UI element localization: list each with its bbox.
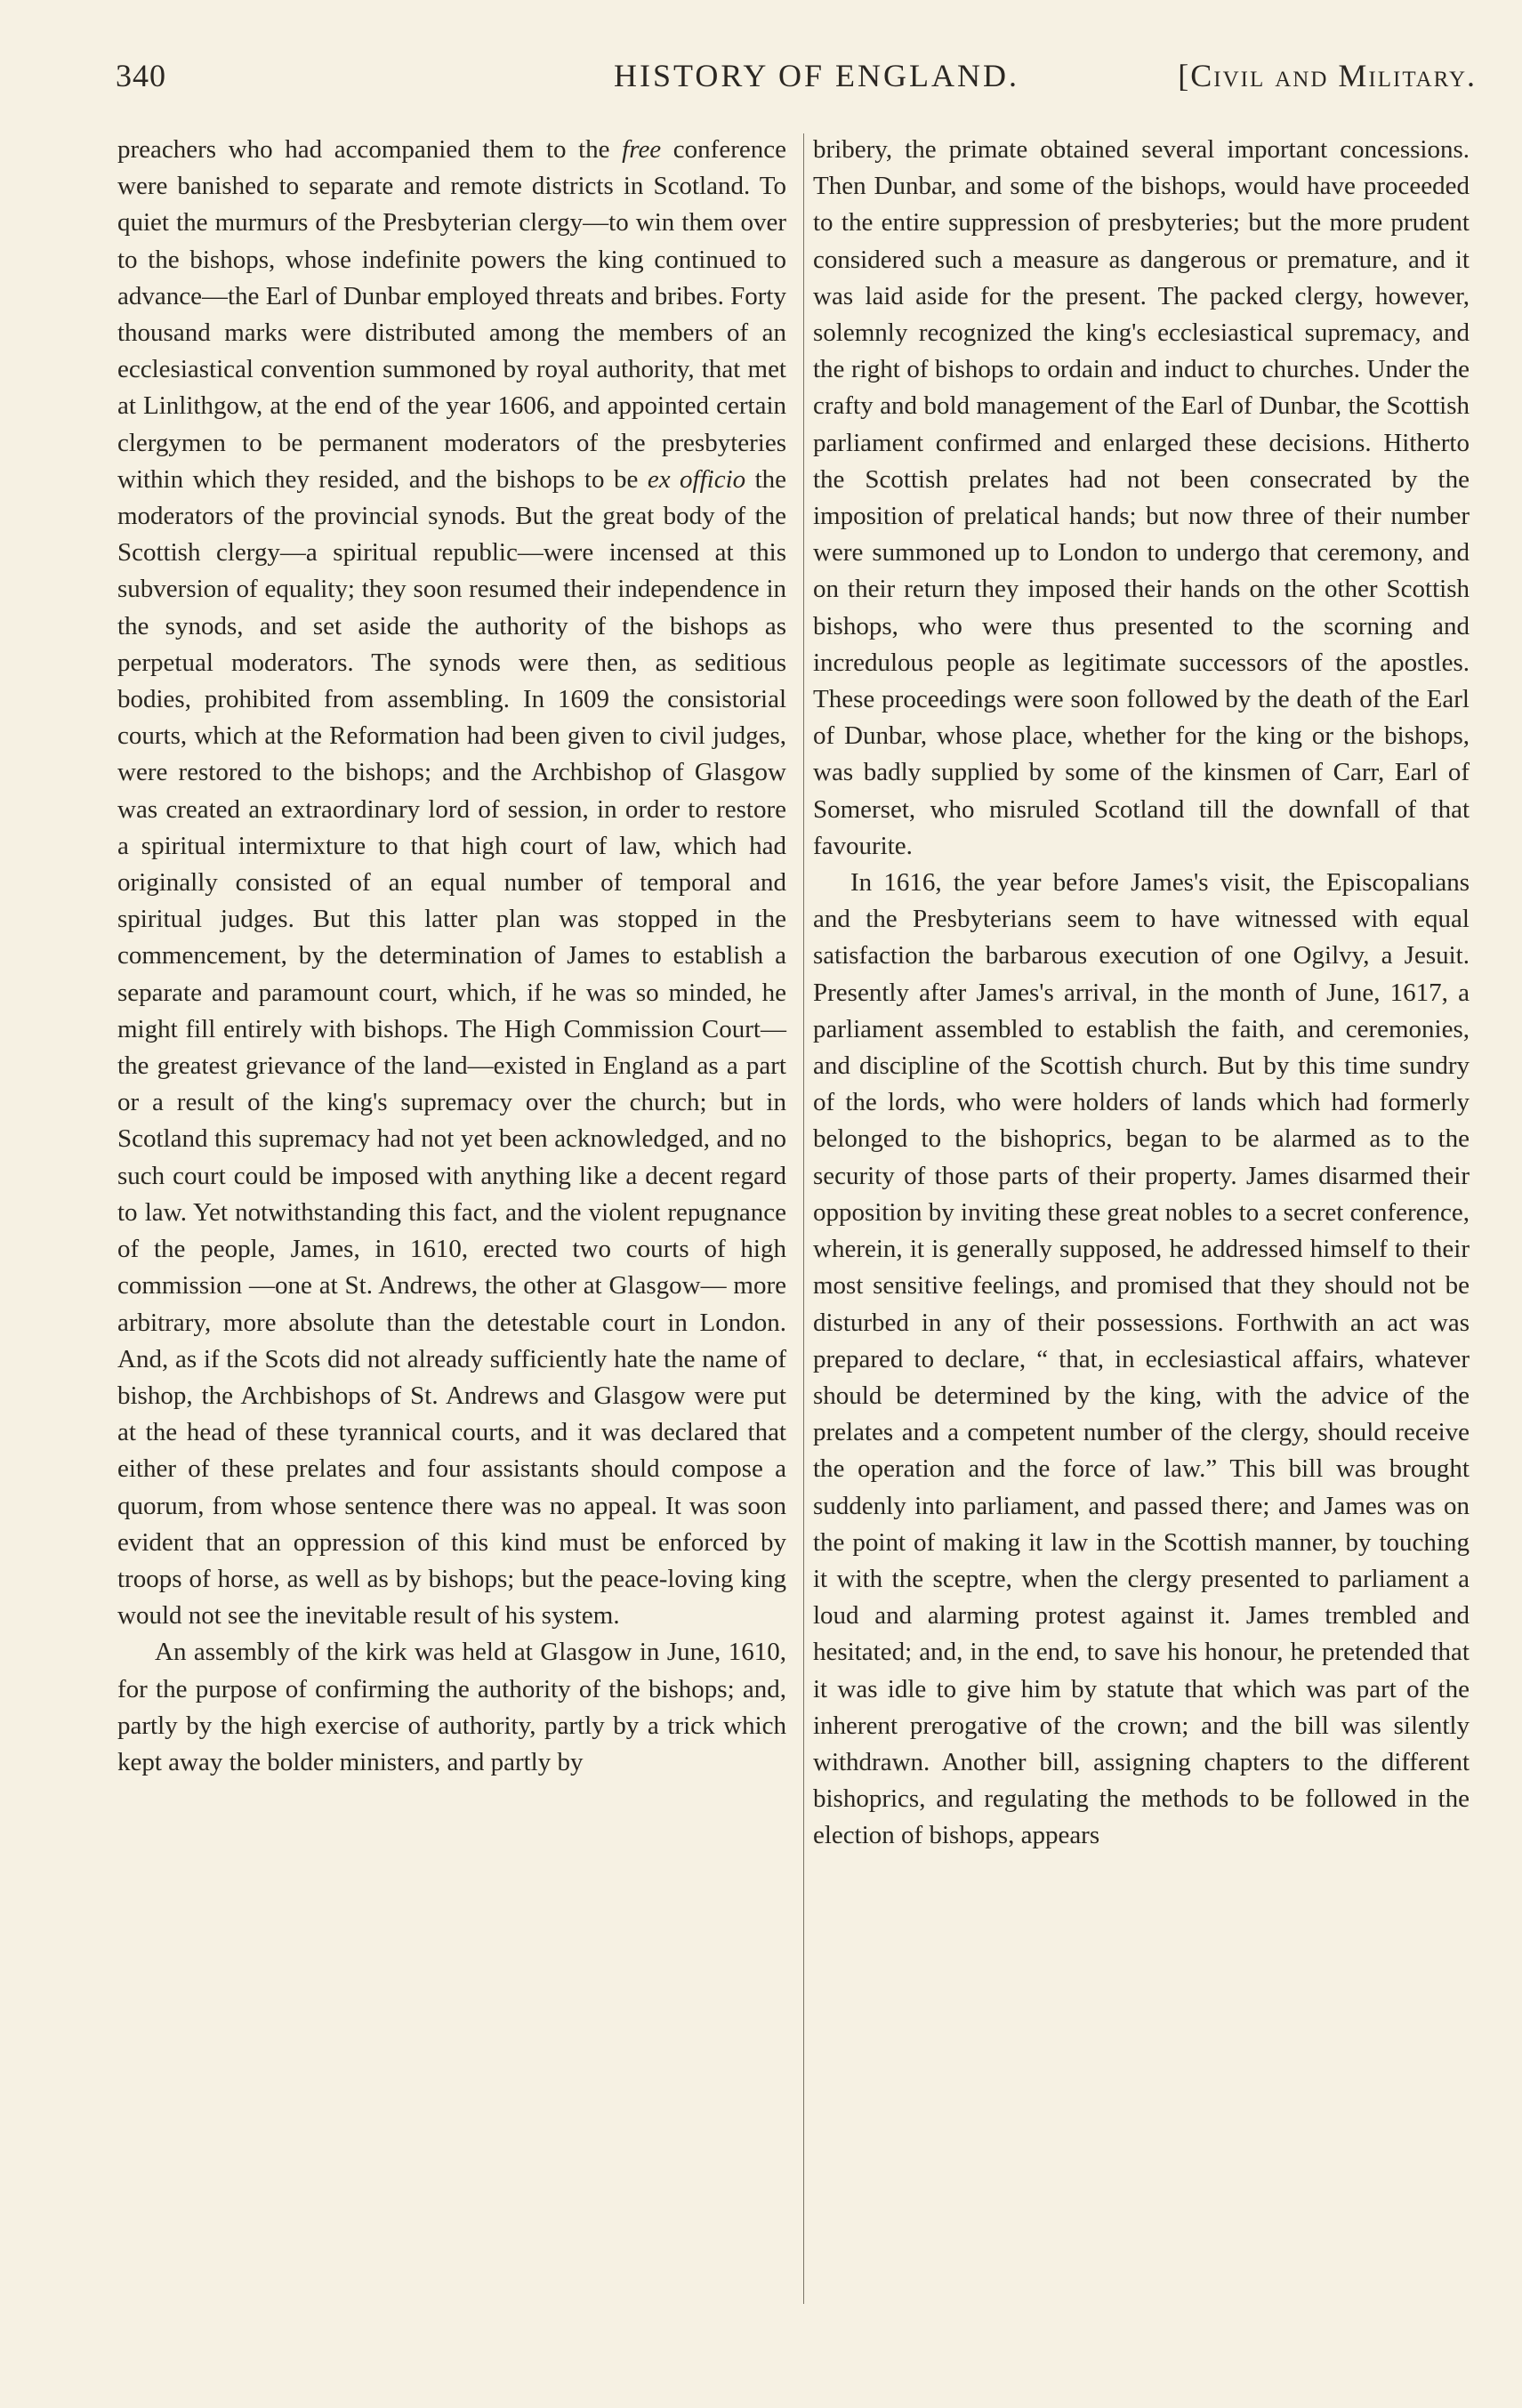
page-number: 340 xyxy=(116,58,166,93)
left-column xyxy=(117,132,786,1781)
book-title: HISTORY OF ENGLAND. xyxy=(614,58,1020,93)
paragraph: In 1616, the year before James's visit, the Episcopalians and the Presbyterians seem to have witnessed with equal satisfaction the barbarous execution of one Ogilvy, a Jesuit. Presently after James's arrival, in the month of June, 1617, a parliament assembled to establish the faith, and ceremonies, and discipline of the Scottish church. But by this time sundry of the lords, who were holders of lands which had formerly belonged to the bishoprics, began to be alarmed as to the security of those parts of their property. James disarmed their opposition by inviting these great nobles to a secret conference, wherein, it is generally supposed, he addressed himself to their most sensitive feelings, and promised that they should not be disturbed in any of their possessions. Forthwith an act was prepared to declare, “ that, in ecclesiastical affairs, whatever should be determined by the king, with the advice of the prelates and a competent number of the clergy, should receive the operation and the force of law.” This bill was brought suddenly into parliament, and passed there; and James was on the point of making it law in the Scottish manner, by touching it with the sceptre, when the clergy presented to parliament a loud and alarming protest against it. James trembled and hesitated; and, in the end, to save his honour, he pretended that it was idle to give him by statute that which was part of the inherent prerogative of the crown; and the bill was silently withdrawn. Another bill, assigning chapters to the different bishoprics, and regulating the methods to be followed in the election of bishops, appears xyxy=(813,868,1470,1850)
paragraph: preachers who had accompanied them to the free conference were banished to separate and remote districts in Scotland. To quiet the murmurs of the Presbyterian clergy—to win them over to the bishops, whose indefinite powers the king continued to advance—the Earl of Dunbar employed threats and bribes. Forty thousand marks were distributed among the members of an ecclesiastical convention summoned by royal authority, that met at Linlithgow, at the end of the year 1606, and appointed certain clergymen to be permanent moderators of the presbyteries within which they resided, and the bishops to be ex officio the moderators of the provincial synods. But the great body of the Scottish clergy—a spiritual republic—were incensed at this subversion of equality; they soon resumed their independence in the synods, and set aside the authority of the bishops as perpetual moderators. The synods were then, as seditious bodies, prohibited from assembling. In 1609 the consistorial courts, which at the Reformation had been given to civil judges, were restored to the bishops; and the Archbishop of Glasgow was created an extraordinary lord of session, in order to restore a spiritual intermixture to that high court of law, which had originally consisted of an equal number of temporal and spiritual judges. But this latter plan was stopped in the commencement, by the determination of James to establish a separate and paramount court, which, if he was so minded, he might fill entirely with bishops. The High Commission Court—the greatest grievance of the land—existed in England as a part or a result of the king's supremacy over the church; but in Scotland this supremacy had not yet been acknowledged, and no such court could be imposed with anything like a decent regard to law. Yet notwithstanding this fact, and the violent repugnance of the people, James, in 1610, erected two courts of high commission —one at St. Andrews, the other at Glasgow— more arbitrary, more absolute than the detestable court in London. And, as if the Scots did not already sufficiently hate the name of bishop, the Archbishops of St. Andrews and Glasgow were put at the head of these tyrannical courts, and it was declared that either of these prelates and four assistants should compose a quorum, from whose sentence there was no appeal. It was soon evident that an oppression of this kind must be enforced by troops of horse, as well as by bishops; but the peace-loving king would not see the inevitable result of his system. xyxy=(117,135,787,1631)
paragraph: An assembly of the kirk was held at Glasgow in June, 1610, for the purpose of confirming the authority of the bishops; and, partly by the high exercise of authority, partly by a trick which kept away the bolder ministers, and partly by xyxy=(117,1638,786,1776)
right-column xyxy=(813,132,1470,1855)
section-title: [Civil and Military. xyxy=(1178,58,1477,93)
paragraph: bribery, the primate obtained several important concessions. Then Dunbar, and some of the bishops, would have proceeded to the entire suppression of presbyteries; but the more prudent considered such a measure as dangerous or premature, and it was laid aside for the present. The packed clergy, however, solemnly recognized the king's ecclesiastical supremacy, and the right of bishops to ordain and induct to churches. Under the crafty and bold management of the Earl of Dunbar, the Scottish parliament confirmed and enlarged these decisions. Hitherto the Scottish prelates had not been consecrated by the imposition of prelatical hands; but now three of their number were summoned up to London to undergo that ceremony, and on their return they imposed their hands on the other Scottish bishops, who were thus presented to the scorning and incredulous people as legitimate successors of the apostles. These proceedings were soon followed by the death of the Earl of Dunbar, whose place, whether for the king or the bishops, was badly supplied by some of the kinsmen of Carr, Earl of Somerset, who misruled Scotland till the downfall of that favourite. xyxy=(813,135,1470,860)
column-divider xyxy=(803,133,804,2304)
running-header xyxy=(116,57,1477,110)
